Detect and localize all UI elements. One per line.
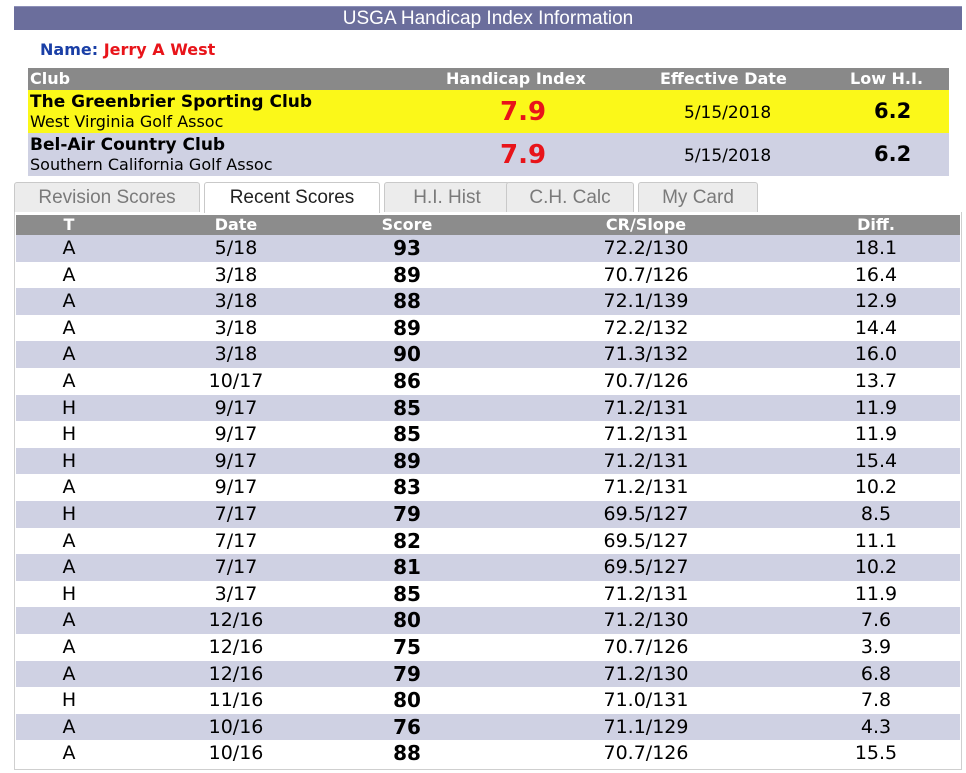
effective-date-value: 5/15/2018 bbox=[684, 146, 772, 166]
low-hi-header: Low H.I. bbox=[850, 69, 924, 88]
diff-cell: 12.9 bbox=[854, 290, 898, 313]
table-row bbox=[16, 661, 960, 688]
cr-slope-header: CR/Slope bbox=[605, 215, 687, 234]
club-association: West Virginia Golf Assoc bbox=[30, 112, 224, 131]
date-cell: 3/17 bbox=[214, 582, 258, 605]
score-cell: 86 bbox=[393, 368, 421, 393]
cr-slope-cell: 69.5/127 bbox=[603, 502, 689, 525]
score-cell: 75 bbox=[393, 634, 421, 659]
date-cell: 9/17 bbox=[214, 449, 258, 472]
date-cell: 10/16 bbox=[208, 742, 264, 765]
diff-header: Diff. bbox=[857, 215, 895, 234]
club-row bbox=[28, 90, 949, 133]
table-row bbox=[16, 687, 960, 714]
type-cell: H bbox=[61, 582, 77, 605]
table-row bbox=[16, 554, 960, 581]
diff-cell: 15.5 bbox=[854, 742, 898, 765]
cr-slope-cell: 71.2/131 bbox=[603, 476, 689, 499]
diff-cell: 16.4 bbox=[854, 263, 898, 286]
club-header: Club bbox=[30, 69, 71, 88]
table-row bbox=[16, 341, 960, 368]
diff-cell: 10.2 bbox=[854, 556, 898, 579]
type-cell: A bbox=[62, 715, 76, 738]
date-cell: 11/16 bbox=[208, 689, 264, 712]
date-cell: 9/17 bbox=[214, 476, 258, 499]
date-cell: 10/17 bbox=[208, 369, 264, 392]
club-name: Bel-Air Country Club bbox=[30, 135, 226, 155]
cr-slope-cell: 69.5/127 bbox=[603, 556, 689, 579]
diff-cell: 3.9 bbox=[860, 635, 892, 658]
score-tabs bbox=[14, 182, 962, 212]
type-cell: H bbox=[61, 689, 77, 712]
date-cell: 3/18 bbox=[214, 343, 258, 366]
score-cell: 79 bbox=[393, 501, 421, 526]
table-row bbox=[16, 607, 960, 634]
recent-scores-table bbox=[14, 212, 962, 770]
cr-slope-cell: 71.2/131 bbox=[603, 396, 689, 419]
date-cell: 10/16 bbox=[208, 715, 264, 738]
table-row bbox=[16, 581, 960, 608]
diff-cell: 15.4 bbox=[854, 449, 898, 472]
cr-slope-cell: 72.2/130 bbox=[603, 237, 689, 259]
type-cell: A bbox=[62, 662, 76, 685]
page-title: USGA Handicap Index Information bbox=[14, 6, 962, 30]
score-cell: 89 bbox=[393, 262, 421, 287]
diff-cell: 7.8 bbox=[860, 689, 892, 712]
table-row bbox=[16, 448, 960, 475]
date-cell: 3/18 bbox=[214, 316, 258, 339]
type-cell: A bbox=[62, 316, 76, 339]
diff-cell: 7.6 bbox=[860, 609, 892, 632]
table-row bbox=[16, 501, 960, 528]
date-cell: 7/17 bbox=[214, 502, 258, 525]
diff-cell: 8.5 bbox=[860, 502, 892, 525]
score-cell: 76 bbox=[393, 714, 421, 739]
table-row bbox=[16, 474, 960, 501]
club-name: The Greenbrier Sporting Club bbox=[30, 92, 313, 112]
effective-date-header: Effective Date bbox=[660, 69, 787, 88]
table-row bbox=[16, 528, 960, 555]
cr-slope-cell: 70.7/126 bbox=[603, 369, 689, 392]
cr-slope-cell: 71.3/132 bbox=[603, 343, 689, 366]
type-cell: H bbox=[61, 396, 77, 419]
cr-slope-cell: 71.2/130 bbox=[603, 609, 689, 632]
tab-my-card[interactable]: My Card bbox=[638, 182, 758, 212]
low-hi-value: 6.2 bbox=[874, 99, 912, 123]
table-row bbox=[16, 262, 960, 289]
diff-cell: 13.7 bbox=[854, 369, 898, 392]
club-table bbox=[28, 68, 949, 176]
cr-slope-cell: 71.0/131 bbox=[603, 689, 689, 712]
score-cell: 85 bbox=[393, 395, 421, 420]
date-header: Date bbox=[214, 215, 258, 234]
low-hi-value: 6.2 bbox=[874, 142, 912, 166]
table-row bbox=[16, 740, 960, 767]
table-row bbox=[16, 714, 960, 741]
type-header: T bbox=[63, 215, 75, 234]
score-cell: 89 bbox=[393, 315, 421, 340]
cr-slope-cell: 71.2/131 bbox=[603, 423, 689, 446]
date-cell: 3/18 bbox=[214, 290, 258, 313]
score-cell: 89 bbox=[393, 448, 421, 473]
score-cell: 90 bbox=[393, 342, 421, 367]
cr-slope-cell: 70.7/126 bbox=[603, 263, 689, 286]
score-cell: 85 bbox=[393, 581, 421, 606]
cr-slope-cell: 72.2/132 bbox=[603, 316, 689, 339]
club-association: Southern California Golf Assoc bbox=[30, 155, 273, 174]
cr-slope-cell: 72.1/139 bbox=[603, 290, 689, 313]
type-cell: H bbox=[61, 502, 77, 525]
score-cell: 82 bbox=[393, 528, 421, 553]
score-cell: 79 bbox=[393, 661, 421, 686]
date-cell: 12/16 bbox=[208, 609, 264, 632]
tab-ch-calc[interactable]: C.H. Calc bbox=[506, 182, 634, 212]
date-cell: 9/17 bbox=[214, 423, 258, 446]
cr-slope-cell: 71.2/131 bbox=[603, 449, 689, 472]
club-table-header bbox=[28, 68, 949, 90]
cr-slope-cell: 71.2/131 bbox=[603, 582, 689, 605]
score-cell: 81 bbox=[393, 555, 421, 580]
cr-slope-cell: 71.2/130 bbox=[603, 662, 689, 685]
diff-cell: 16.0 bbox=[854, 343, 898, 366]
diff-cell: 10.2 bbox=[854, 476, 898, 499]
type-cell: A bbox=[62, 635, 76, 658]
table-row bbox=[16, 421, 960, 448]
table-row bbox=[16, 315, 960, 342]
type-cell: A bbox=[62, 369, 76, 392]
type-cell: A bbox=[62, 742, 76, 765]
type-cell: A bbox=[62, 529, 76, 552]
type-cell: H bbox=[61, 423, 77, 446]
type-cell: A bbox=[62, 263, 76, 286]
table-row bbox=[16, 235, 960, 262]
type-cell: A bbox=[62, 237, 76, 259]
tab-hi-hist[interactable]: H.I. Hist bbox=[384, 182, 510, 212]
tab-revision-scores[interactable]: Revision Scores bbox=[14, 182, 200, 212]
score-header: Score bbox=[381, 215, 433, 234]
handicap-index-header: Handicap Index bbox=[446, 69, 586, 88]
date-cell: 3/18 bbox=[214, 263, 258, 286]
date-cell: 7/17 bbox=[214, 529, 258, 552]
date-cell: 5/18 bbox=[214, 237, 258, 259]
diff-cell: 4.3 bbox=[860, 715, 892, 738]
type-cell: A bbox=[62, 609, 76, 632]
effective-date-value: 5/15/2018 bbox=[684, 103, 772, 123]
date-cell: 12/16 bbox=[208, 662, 264, 685]
type-cell: A bbox=[62, 556, 76, 579]
diff-cell: 11.9 bbox=[854, 396, 898, 419]
cr-slope-cell: 70.7/126 bbox=[603, 742, 689, 765]
score-cell: 85 bbox=[393, 422, 421, 447]
handicap-index-value: 7.9 bbox=[500, 140, 547, 170]
cr-slope-cell: 70.7/126 bbox=[603, 635, 689, 658]
table-row bbox=[16, 395, 960, 422]
diff-cell: 11.9 bbox=[854, 582, 898, 605]
club-row bbox=[28, 133, 949, 176]
table-row bbox=[16, 368, 960, 395]
type-cell: A bbox=[62, 476, 76, 499]
cr-slope-cell: 69.5/127 bbox=[603, 529, 689, 552]
date-cell: 7/17 bbox=[214, 556, 258, 579]
score-cell: 80 bbox=[393, 688, 421, 713]
diff-cell: 18.1 bbox=[854, 237, 898, 259]
player-name-row bbox=[40, 38, 215, 62]
diff-cell: 6.8 bbox=[860, 662, 892, 685]
tab-recent-scores[interactable]: Recent Scores bbox=[204, 182, 380, 213]
score-cell: 80 bbox=[393, 608, 421, 633]
type-cell: A bbox=[62, 343, 76, 366]
date-cell: 9/17 bbox=[214, 396, 258, 419]
type-cell: H bbox=[61, 449, 77, 472]
player-name: Jerry A West bbox=[103, 40, 216, 59]
name-label: Name: bbox=[40, 40, 99, 59]
type-cell: A bbox=[62, 290, 76, 313]
table-row bbox=[16, 634, 960, 661]
scores-table-body bbox=[16, 235, 960, 767]
table-row bbox=[16, 288, 960, 315]
score-cell: 88 bbox=[393, 289, 421, 314]
score-cell: 93 bbox=[393, 236, 421, 260]
score-cell: 88 bbox=[393, 741, 421, 766]
cr-slope-cell: 71.1/129 bbox=[603, 715, 689, 738]
diff-cell: 14.4 bbox=[854, 316, 898, 339]
diff-cell: 11.9 bbox=[854, 423, 898, 446]
diff-cell: 11.1 bbox=[854, 529, 898, 552]
score-cell: 83 bbox=[393, 475, 421, 500]
handicap-index-value: 7.9 bbox=[500, 97, 547, 127]
scores-table-header bbox=[16, 215, 960, 235]
date-cell: 12/16 bbox=[208, 635, 264, 658]
